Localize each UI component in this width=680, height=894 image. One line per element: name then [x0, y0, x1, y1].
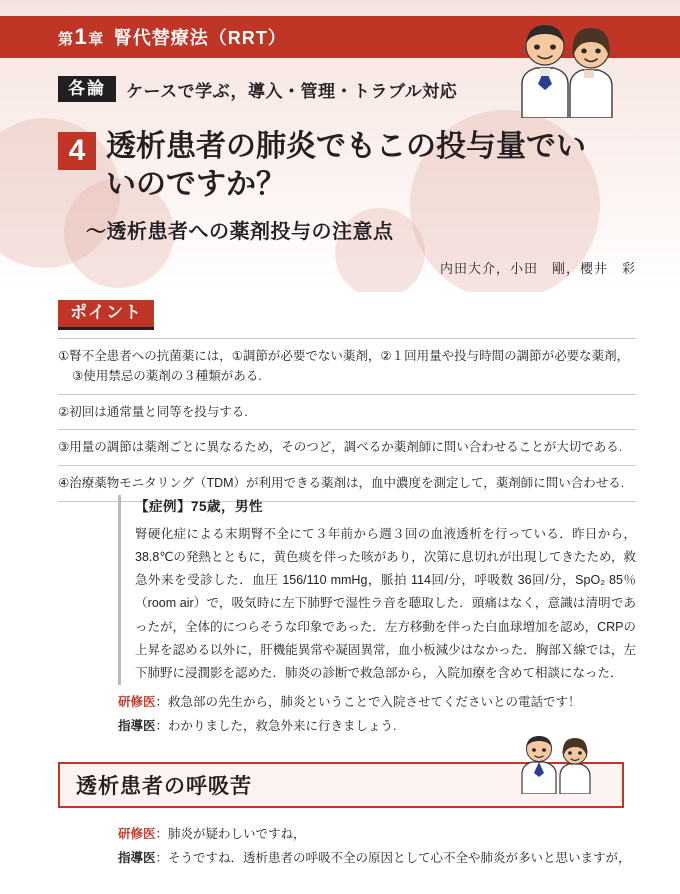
list-item [58, 339, 636, 395]
dialogue-block-2 [118, 822, 638, 871]
points-label: ポイント [58, 300, 154, 330]
chapter-prefix: 第 [58, 30, 74, 48]
dialogue-speaker: 研修医 [118, 827, 156, 841]
title-row [58, 128, 588, 203]
article-title-block [58, 128, 588, 244]
dialogue-text: ：肺炎が疑わしいですね， [155, 827, 306, 841]
page-subtitle: 〜透析患者への薬剤投与の注意点 [86, 221, 394, 243]
chapter-suffix: 章 [88, 30, 104, 48]
subsection-text: ケースで学ぶ，導入・管理・トラブル対応 [126, 81, 458, 101]
page-header-band [0, 0, 680, 292]
list-item [58, 395, 636, 431]
point-text-cont: ③使用禁忌の薬剤の３種類がある. [72, 369, 262, 384]
point-text: ①腎不全患者への抗菌薬には，①調節が必要でない薬剤，②１回用量や投与時間の調節が必要な薬剤， [58, 348, 630, 363]
dialogue-line [118, 846, 638, 870]
case-body: 腎硬化症による末期腎不全にて３年前から週３回の血液透析を行っている．昨日から，38.8℃の発熱とともに，黄色痰を伴った咳があり，次第に息切れが出現してきたため，救急外来を受診した．血圧 156/110 mmHg，脈拍 114回/分，呼吸数 36回/分，SpO₂ 85％（room air）で，吸気時に左下肺野で湿性ラ音を聴取した．頭痛はなく，意識は清明であったが，全体的につらそうな印象であった．左方移動を伴った白血球増加を認め，CRPの上昇を認める以外に，肝機能異常や凝固異常，血小板減少はなかった．胸部Ｘ線では，左下肺野に浸潤影を認めた．肺炎の診断で救急部から，入院加療を含めて相談になった． [135, 527, 636, 680]
two-doctors-icon [518, 732, 604, 794]
dialogue-speaker: 研修医 [118, 695, 156, 709]
case-presentation-box [118, 495, 636, 685]
list-item [58, 430, 636, 466]
dialogue-text: ：わかりました，救急外来に行きましょう. [155, 719, 397, 734]
dialogue-text: ：救急部の先生から，肺炎ということで入院させてくださいとの電話です！ [155, 695, 581, 709]
section-heading-box [58, 762, 624, 808]
chapter-tag [58, 23, 104, 49]
dialogue-speaker: 指導医 [118, 719, 156, 734]
points-section [0, 300, 680, 502]
divider [0, 292, 680, 293]
dialogue-text: ：そうですね．透析患者の呼吸不全の原因として心不全や肺炎が多いと思いますが， [155, 851, 631, 866]
dialogue-line [118, 822, 638, 846]
dialogue-line [118, 690, 638, 714]
case-title: 【症例】75歳，男性 [135, 499, 264, 514]
point-text: ③用量の調節は薬剤ごとに異なるため，そのつど，調べるか薬剤師に問い合わせることが大切である. [58, 440, 623, 455]
two-doctors-illustration [502, 14, 632, 118]
page-title: 透析患者の肺炎でもこの投与量でいいのですか？ [106, 130, 586, 201]
subsection-badge: 各論 [58, 76, 116, 102]
authors: 内田大介，小田 剛，櫻井 彩 [439, 261, 636, 276]
chapter-title: 腎代替療法（RRT） [113, 28, 287, 48]
dialogue-speaker: 指導医 [118, 851, 156, 866]
point-text: ②初回は通常量と同等を投与する. [58, 404, 248, 419]
article-number-badge: 4 [58, 132, 96, 170]
section-title: 透析患者の呼吸苦 [76, 775, 252, 798]
section-subheading [58, 76, 457, 102]
chapter-heading [58, 16, 287, 58]
point-text: ④治療薬物モニタリング（TDM）が利用できる薬剤は，血中濃度を測定して，薬剤師に問い合わせる. [58, 476, 625, 491]
chapter-number: 1 [74, 23, 88, 49]
points-list [58, 338, 636, 502]
